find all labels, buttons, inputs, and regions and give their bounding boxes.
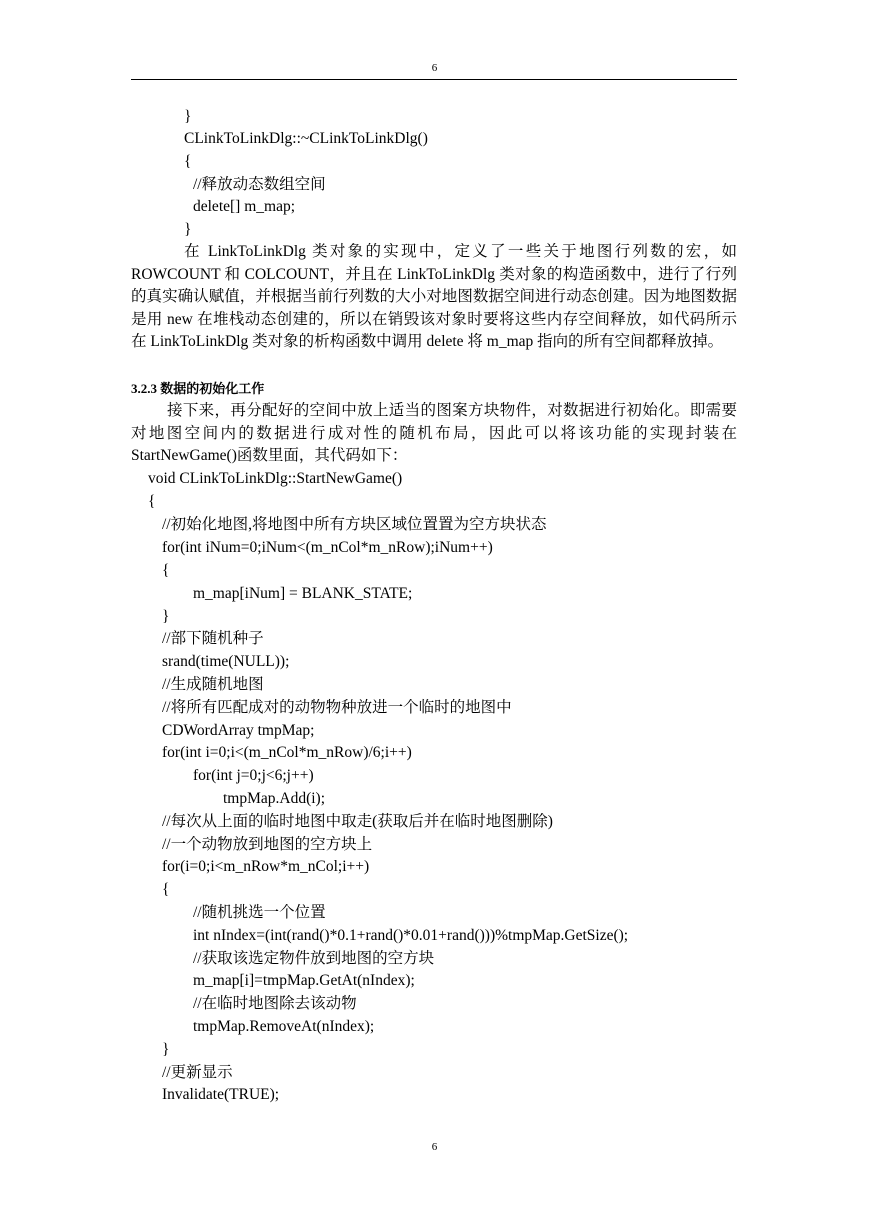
code-line: m_map[iNum] = BLANK_STATE; [193, 585, 413, 602]
code-line: CDWordArray tmpMap; [162, 722, 315, 739]
code-line: CLinkToLinkDlg::~CLinkToLinkDlg() [184, 130, 428, 147]
code-line: Invalidate(TRUE); [162, 1086, 280, 1103]
code-comment: //每次从上面的临时地图中取走(获取后并在临时地图删除) [162, 813, 553, 830]
code-line: int nIndex=(int(rand()*0.1+rand()*0.01+rand()))%tmpMap.GetSize(); [193, 927, 629, 944]
code-comment: //在临时地图除去该动物 [193, 995, 357, 1012]
code-line: } [162, 608, 170, 625]
body-paragraph: 在 LinkToLinkDlg 类对象的实现中，定义了一些关于地图行列数的宏，如 ROWCOUNT 和 COLCOUNT，并且在 LinkToLinkDlg 类对象的构造函数中，进行了行列的真实确认赋值，并根据当前行列数的大小对地图数据空间进行动态创建。因为地图数据是用 new 在堆栈动态创建的，所以在销毁该对象时要将这些内存空间释放，如代码所示在 LinkToLinkDlg 类对象的析构函数中调用 delete 将 m_map 指向的所有空间都释放掉。 [131, 243, 737, 351]
header-rule [131, 79, 737, 80]
code-line: srand(time(NULL)); [162, 653, 290, 670]
code-comment: //部下随机种子 [162, 630, 264, 647]
code-line: delete[] m_map; [193, 198, 295, 215]
code-line: { [184, 153, 192, 170]
footer-page-number: 6 [431, 1141, 438, 1153]
section-heading: 3.2.3 数据的初始化工作 [131, 381, 265, 396]
code-line: for(i=0;i<m_nRow*m_nCol;i++) [162, 858, 370, 875]
code-line: for(int iNum=0;iNum<(m_nCol*m_nRow);iNum++) [162, 539, 493, 556]
code-line: tmpMap.RemoveAt(nIndex); [193, 1018, 375, 1035]
body-paragraph: 接下来，再分配好的空间中放上适当的图案方块物件，对数据进行初始化。即需要对地图空间内的数据进行成对性的随机布局，因此可以将该功能的实现封装在 StartNewGame()函数里面，其代码如下： [131, 402, 737, 465]
code-comment: //将所有匹配成对的动物物种放进一个临时的地图中 [162, 699, 512, 716]
code-line: tmpMap.Add(i); [223, 790, 326, 807]
code-line: for(int j=0;j<6;j++) [193, 767, 314, 784]
code-line: { [162, 562, 170, 579]
code-line: } [184, 108, 192, 125]
code-line: void CLinkToLinkDlg::StartNewGame() [148, 470, 403, 487]
code-line: for(int i=0;i<(m_nCol*m_nRow)/6;i++) [162, 744, 412, 761]
code-line: m_map[i]=tmpMap.GetAt(nIndex); [193, 972, 415, 989]
code-line: { [148, 493, 156, 510]
code-line: } [184, 221, 192, 238]
code-comment: //初始化地图,将地图中所有方块区域位置置为空方块状态 [162, 516, 547, 533]
code-line: } [162, 1041, 170, 1058]
code-comment: //一个动物放到地图的空方块上 [162, 836, 373, 853]
code-comment: //随机挑选一个位置 [193, 904, 326, 921]
code-comment: //释放动态数组空间 [193, 176, 326, 193]
code-comment: //生成随机地图 [162, 676, 264, 693]
code-line: { [162, 881, 170, 898]
header-page-number: 6 [431, 62, 438, 74]
code-comment: //获取该选定物件放到地图的空方块 [193, 950, 435, 967]
code-comment: //更新显示 [162, 1064, 233, 1081]
